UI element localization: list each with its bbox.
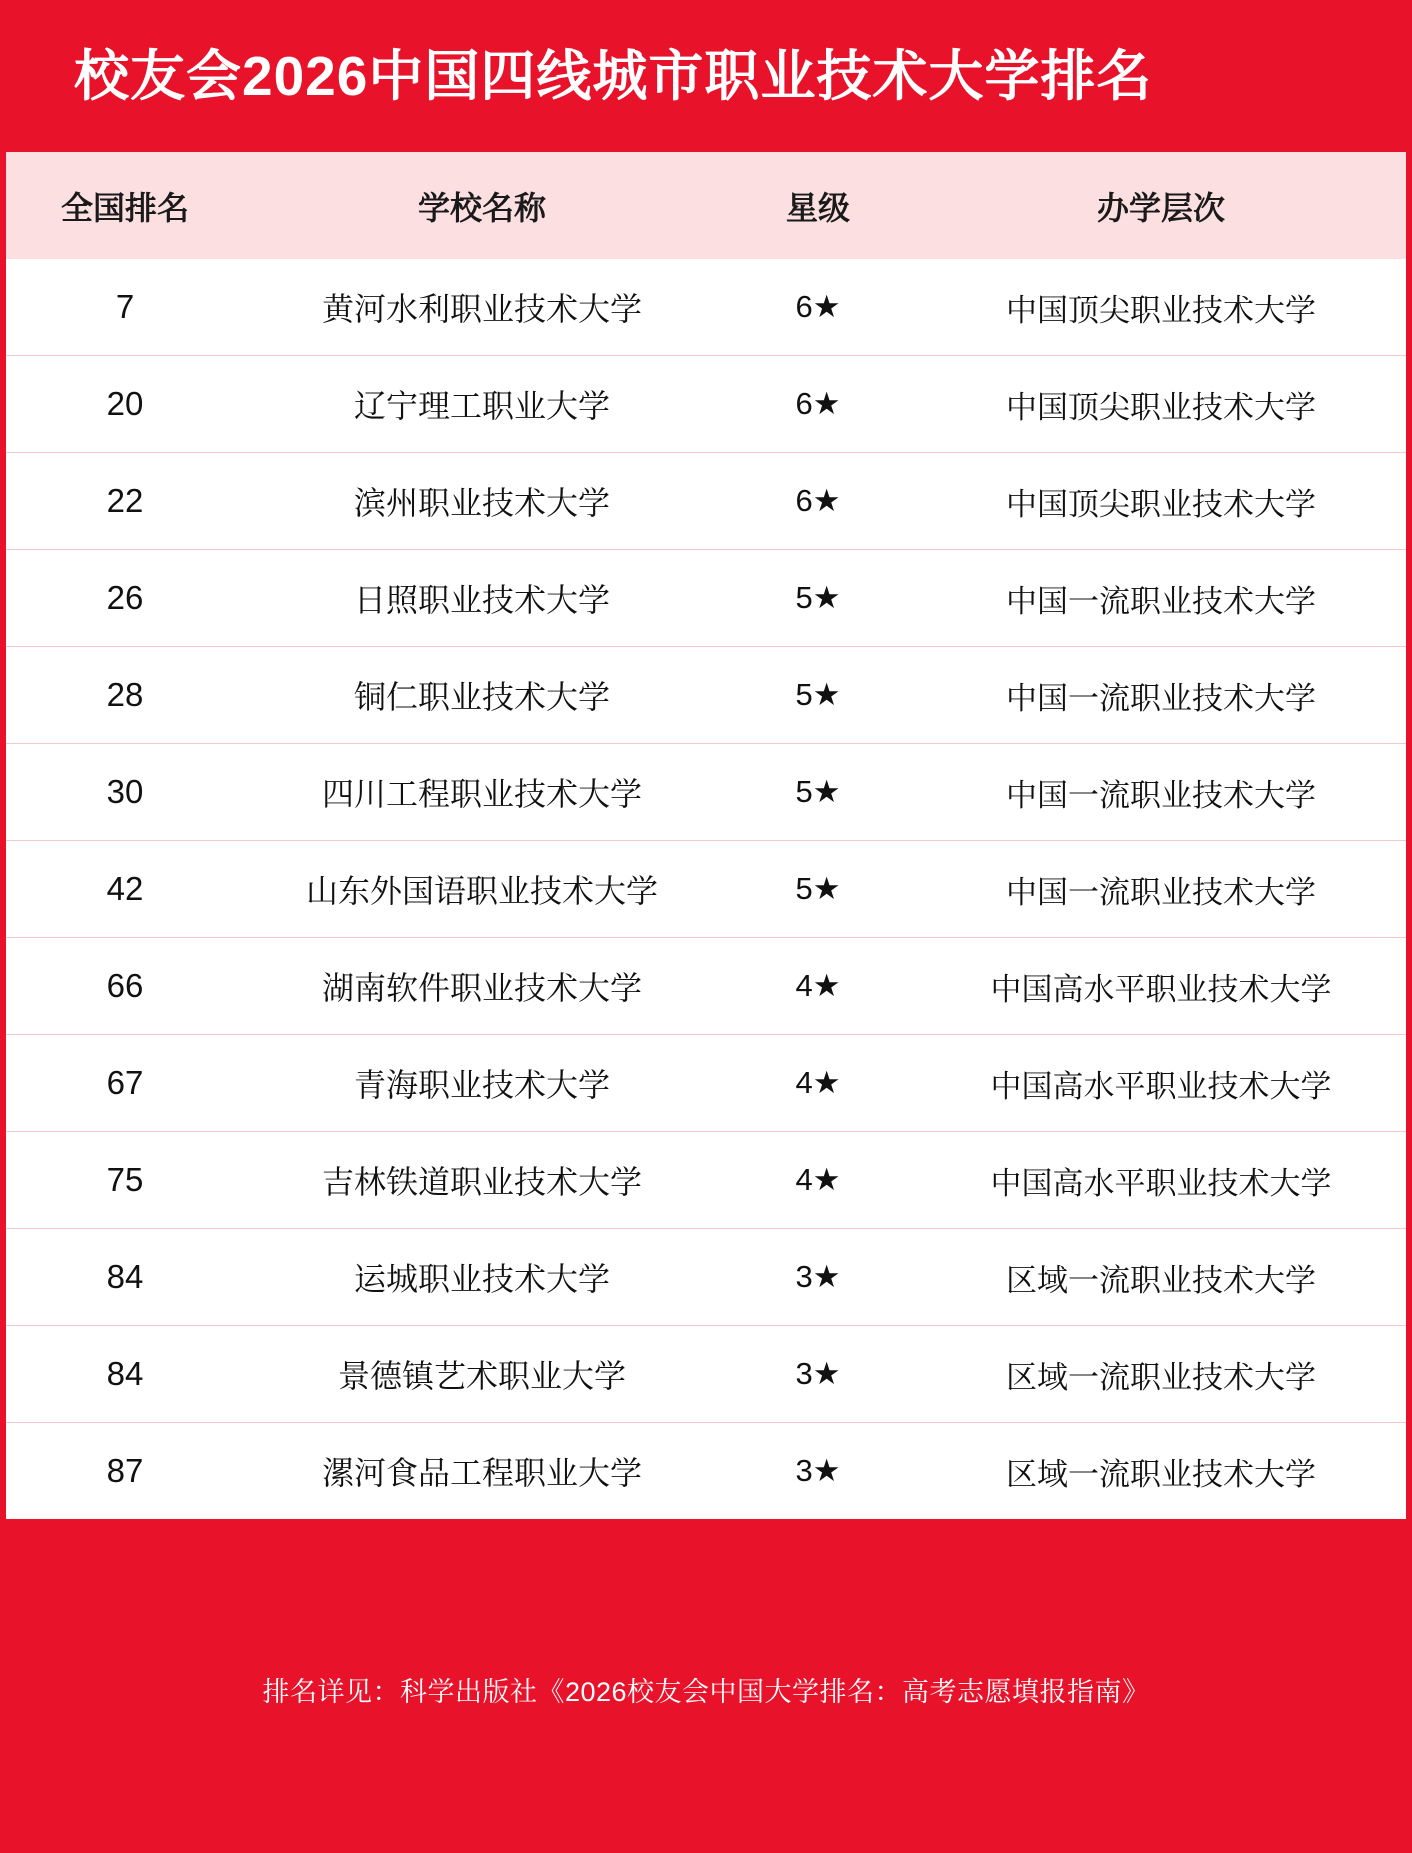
table-body [6,259,1406,1519]
cell-rank: 84 [6,1326,244,1423]
cell-school-name: 景德镇艺术职业大学 [244,1326,720,1423]
cell-rank: 87 [6,1423,244,1520]
ranking-table-container [6,152,1406,1519]
table-row [6,841,1406,938]
cell-level: 中国一流职业技术大学 [916,744,1406,841]
cell-level: 中国一流职业技术大学 [916,841,1406,938]
table-row [6,356,1406,453]
cell-star: 5★ [720,744,916,841]
cell-star: 4★ [720,1035,916,1132]
column-header-school-name: 学校名称 [417,189,546,226]
cell-star: 5★ [720,647,916,744]
column-header-level: 办学层次 [1096,189,1225,226]
cell-rank: 26 [6,550,244,647]
cell-school-name: 运城职业技术大学 [244,1229,720,1326]
cell-star: 3★ [720,1326,916,1423]
cell-rank: 20 [6,356,244,453]
table-header [6,152,1406,259]
table-row [6,1423,1406,1520]
cell-level: 中国一流职业技术大学 [916,647,1406,744]
cell-level: 中国一流职业技术大学 [916,550,1406,647]
cell-school-name: 铜仁职业技术大学 [244,647,720,744]
cell-rank: 66 [6,938,244,1035]
cell-level: 中国顶尖职业技术大学 [916,259,1406,356]
cell-rank: 28 [6,647,244,744]
cell-school-name: 青海职业技术大学 [244,1035,720,1132]
table-row [6,550,1406,647]
cell-school-name: 湖南软件职业技术大学 [244,938,720,1035]
cell-school-name: 辽宁理工职业大学 [244,356,720,453]
cell-star: 6★ [720,259,916,356]
table-row [6,453,1406,550]
cell-rank: 84 [6,1229,244,1326]
table-row [6,259,1406,356]
cell-school-name: 滨州职业技术大学 [244,453,720,550]
cell-star: 4★ [720,1132,916,1229]
cell-school-name: 黄河水利职业技术大学 [244,259,720,356]
cell-level: 区域一流职业技术大学 [916,1423,1406,1520]
cell-rank: 7 [6,259,244,356]
cell-level: 中国顶尖职业技术大学 [916,453,1406,550]
table-header-row [6,152,1406,259]
table-row [6,647,1406,744]
cell-star: 5★ [720,550,916,647]
cell-school-name: 山东外国语职业技术大学 [244,841,720,938]
table-row [6,938,1406,1035]
cell-school-name: 四川工程职业技术大学 [244,744,720,841]
page-title: 校友会2026中国四线城市职业技术大学排名 [74,44,1153,107]
cell-rank: 67 [6,1035,244,1132]
cell-star: 6★ [720,453,916,550]
cell-rank: 22 [6,453,244,550]
cell-level: 中国高水平职业技术大学 [916,938,1406,1035]
footer-note: 排名详见：科学出版社《2026校友会中国大学排名：高考志愿填报指南》 [262,1676,1150,1707]
table-row [6,1132,1406,1229]
ranking-table [6,152,1406,1519]
cell-star: 6★ [720,356,916,453]
cell-level: 区域一流职业技术大学 [916,1326,1406,1423]
cell-school-name: 日照职业技术大学 [244,550,720,647]
table-row [6,1326,1406,1423]
cell-rank: 30 [6,744,244,841]
cell-rank: 42 [6,841,244,938]
table-row [6,1229,1406,1326]
column-header-star: 星级 [785,189,850,226]
cell-level: 中国高水平职业技术大学 [916,1035,1406,1132]
cell-level: 区域一流职业技术大学 [916,1229,1406,1326]
cell-level: 中国高水平职业技术大学 [916,1132,1406,1229]
cell-star: 5★ [720,841,916,938]
page-title-bar [0,0,1412,152]
column-header-rank: 全国排名 [60,189,189,226]
cell-school-name: 漯河食品工程职业大学 [244,1423,720,1520]
cell-star: 4★ [720,938,916,1035]
cell-star: 3★ [720,1423,916,1520]
cell-star: 3★ [720,1229,916,1326]
footer [0,1519,1412,1853]
cell-rank: 75 [6,1132,244,1229]
table-row [6,1035,1406,1132]
cell-school-name: 吉林铁道职业技术大学 [244,1132,720,1229]
table-row [6,744,1406,841]
cell-level: 中国顶尖职业技术大学 [916,356,1406,453]
